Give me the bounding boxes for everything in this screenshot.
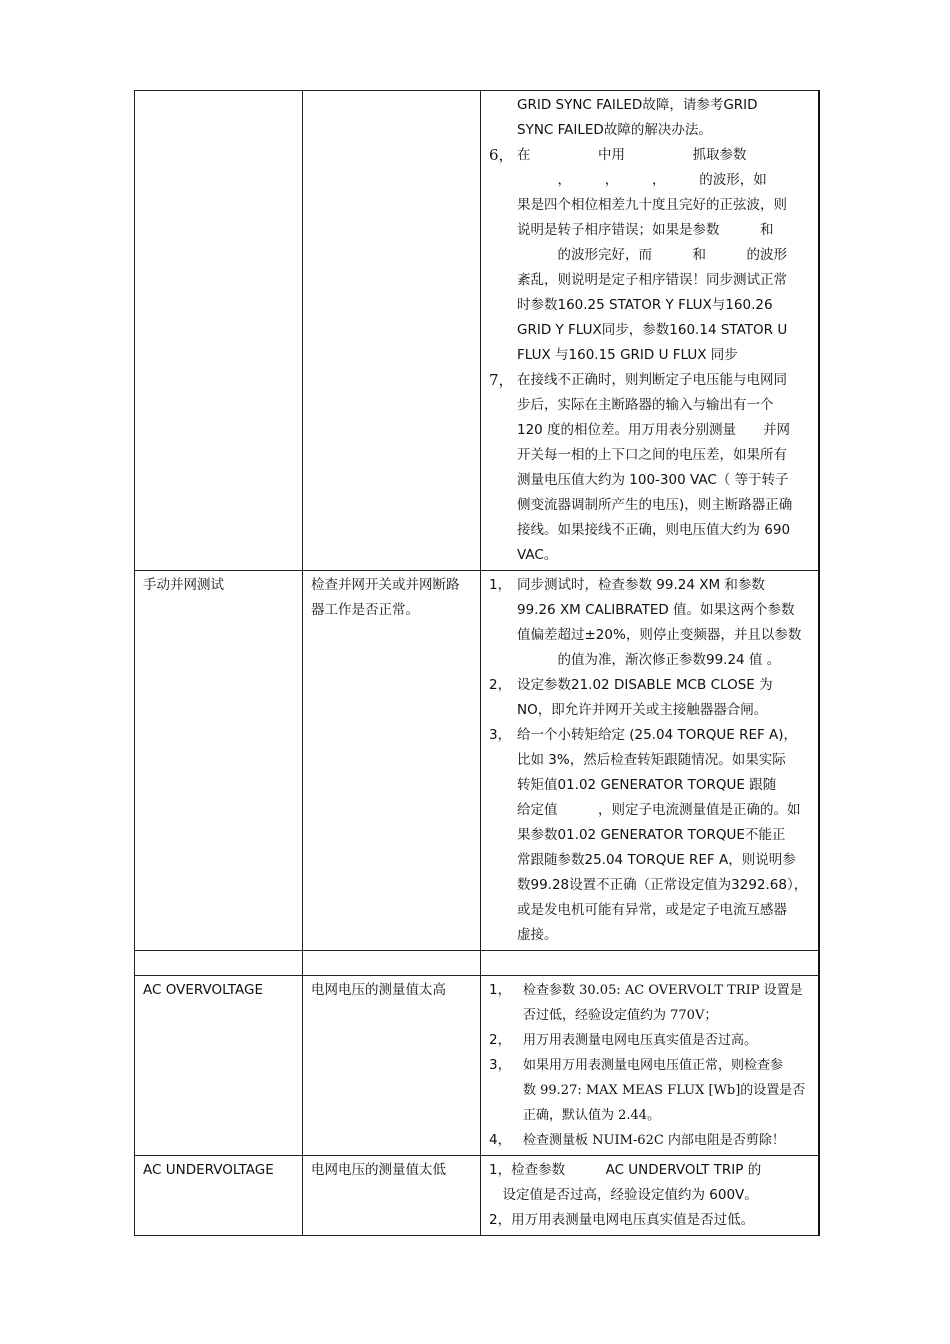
empty-cell [303,951,481,976]
troubleshooting-table [134,90,820,1236]
solution-step-6 [485,143,812,368]
step-number: 3， [489,1057,512,1073]
step-number: 3， [489,727,512,743]
fault-name-cell [135,91,303,571]
solution-line: GRID SYNC FAILED故障，请参考GRID [517,97,758,113]
solution-line: 120 度的相位差。用万用表分别测量 并网 [517,422,791,438]
solution-line: VAC。 [517,547,558,563]
fault-name: AC OVERVOLTAGE [143,982,263,998]
step-number: 2， [489,1032,512,1048]
solution-line: 值偏差超过±20%，则停止变频器，并且以参数 [517,627,802,643]
solution-line: 紊乱，则说明是定子相序错误！同步测试正常 [517,272,787,288]
solution-cell [481,1156,819,1236]
solution-line: 给定值 ，则定子电流测量值是正确的。如 [517,802,801,818]
step-number: 4， [489,1132,512,1148]
solution-line: 2，用万用表测量电网电压真实值是否过低。 [489,1212,755,1228]
table-row-ac-undervoltage [135,1156,819,1236]
fault-name: AC UNDERVOLTAGE [143,1162,274,1178]
solution-line: 说明是转子相序错误；如果是参数 和 [517,222,774,238]
cause-cell [303,91,481,571]
solution-line: 的值为准，渐次修正参数99.24 值 。 [517,652,781,668]
fault-name-cell [135,1156,303,1236]
step-number: 2， [489,677,512,693]
solution-line: 步后，实际在主断路器的输入与输出有一个 [517,397,774,413]
empty-cell [481,951,819,976]
solution-step-4 [485,1128,812,1153]
solution-line: 在接线不正确时，则判断定子电压能与电网同 [517,372,787,388]
solution-step-3 [485,1053,812,1128]
solution-line: 转矩值01.02 GENERATOR TORQUE 跟随 [517,777,777,793]
table-row-continued [135,91,819,571]
fault-name: 手动并网测试 [143,577,224,593]
solution-step-3 [485,723,812,948]
solution-cell [481,976,819,1156]
solution-line: 常跟随参数25.04 TORQUE REF A，则说明参 [517,852,796,868]
step-number: 1， [489,577,512,593]
solution-line: 的波形完好，而 和 的波形 [517,247,787,263]
table-row-manual-sync [135,571,819,951]
solution-line: SYNC FAILED故障的解决办法。 [517,122,712,138]
solution-line: 测量电压值大约为 100-300 VAC（ 等于转子 [517,472,789,488]
solution-step-2 [485,673,812,723]
solution-line: 开关每一相的上下口之间的电压差，如果所有 [517,447,787,463]
solution-line: 虚接。 [517,927,558,943]
solution-line: 用万用表测量电网电压真实值是否过高。 [523,1033,758,1048]
cause-cell [303,571,481,951]
solution-line: 侧变流器调制所产生的电压)，则主断路器正确 [517,497,793,513]
solution-line: 否过低，经验设定值约为 770V； [523,1008,718,1023]
solution-line: 果参数01.02 GENERATOR TORQUE不能正 [517,827,786,843]
fault-name-cell [135,571,303,951]
cause-cell [303,976,481,1156]
solution-line: NO，即允许并网开关或主接触器器合闸。 [517,702,768,718]
table-row-ac-overvoltage [135,976,819,1156]
solution-line: 同步测试时，检查参数 99.24 XM 和参数 [517,577,765,593]
cause-text: 电网电压的测量值太高 [311,982,446,998]
solution-line: 检查参数 30.05: AC OVERVOLT TRIP 设置是 [523,983,803,998]
solution-line: 正确，默认值为 2.44。 [523,1108,661,1123]
empty-cell [135,951,303,976]
solution-line: 99.26 XM CALIBRATED 值。如果这两个参数 [517,602,795,618]
solution-line: 设定参数21.02 DISABLE MCB CLOSE 为 [517,677,773,693]
solution-line: 设定值是否过高，经验设定值约为 600V。 [489,1187,758,1203]
solution-line: 数 99.27: MAX MEAS FLUX [Wb]的设置是否 [523,1083,806,1098]
solution-line: 数99.28设置不正确（正常设定值为3292.68）， [517,877,808,893]
solution-line: 果是四个相位相差九十度且完好的正弦波，则 [517,197,787,213]
cause-line: 器工作是否正常。 [311,602,419,618]
solution-step-2 [485,1028,812,1053]
solution-cell [481,91,819,571]
step-number: 1， [489,982,512,998]
cause-text: 电网电压的测量值太低 [311,1162,446,1178]
solution-line: 时参数160.25 STATOR Y FLUX与160.26 [517,297,773,313]
solution-step-1 [485,573,812,673]
solution-line: ， ， ， 的波形，如 [517,172,767,188]
solution-line: 或是发电机可能有异常，或是定子电流互感器 [517,902,787,918]
solution-step-1 [485,978,812,1028]
solution-line: GRID Y FLUX同步，参数160.14 STATOR U [517,322,788,338]
solution-line: 给一个小转矩给定 (25.04 TORQUE REF A)， [517,727,798,743]
cause-line: 检查并网开关或并网断路 [311,577,460,593]
step-number: 7， [489,371,514,389]
solution-line: 1，检查参数 AC UNDERVOLT TRIP 的 [489,1162,762,1178]
solution-line: 比如 3%，然后检查转矩跟随情况。如果实际 [517,752,786,768]
step-number: 6， [489,146,514,164]
solution-cell [481,571,819,951]
solution-line: 检查测量板 NUIM-62C 内部电阻是否剪除！ [523,1133,785,1148]
solution-line: 如果用万用表测量电网电压值正常，则检查参 [523,1058,784,1073]
fault-name-cell [135,976,303,1156]
solution-step-7 [485,368,812,568]
cause-cell [303,1156,481,1236]
solution-line: 接线。如果接线不正确，则电压值大约为 690 [517,522,791,538]
solution-line: 在 中用 抓取参数 [517,147,747,163]
solution-line: FLUX 与160.15 GRID U FLUX 同步 [517,347,738,363]
table-row-empty [135,951,819,976]
